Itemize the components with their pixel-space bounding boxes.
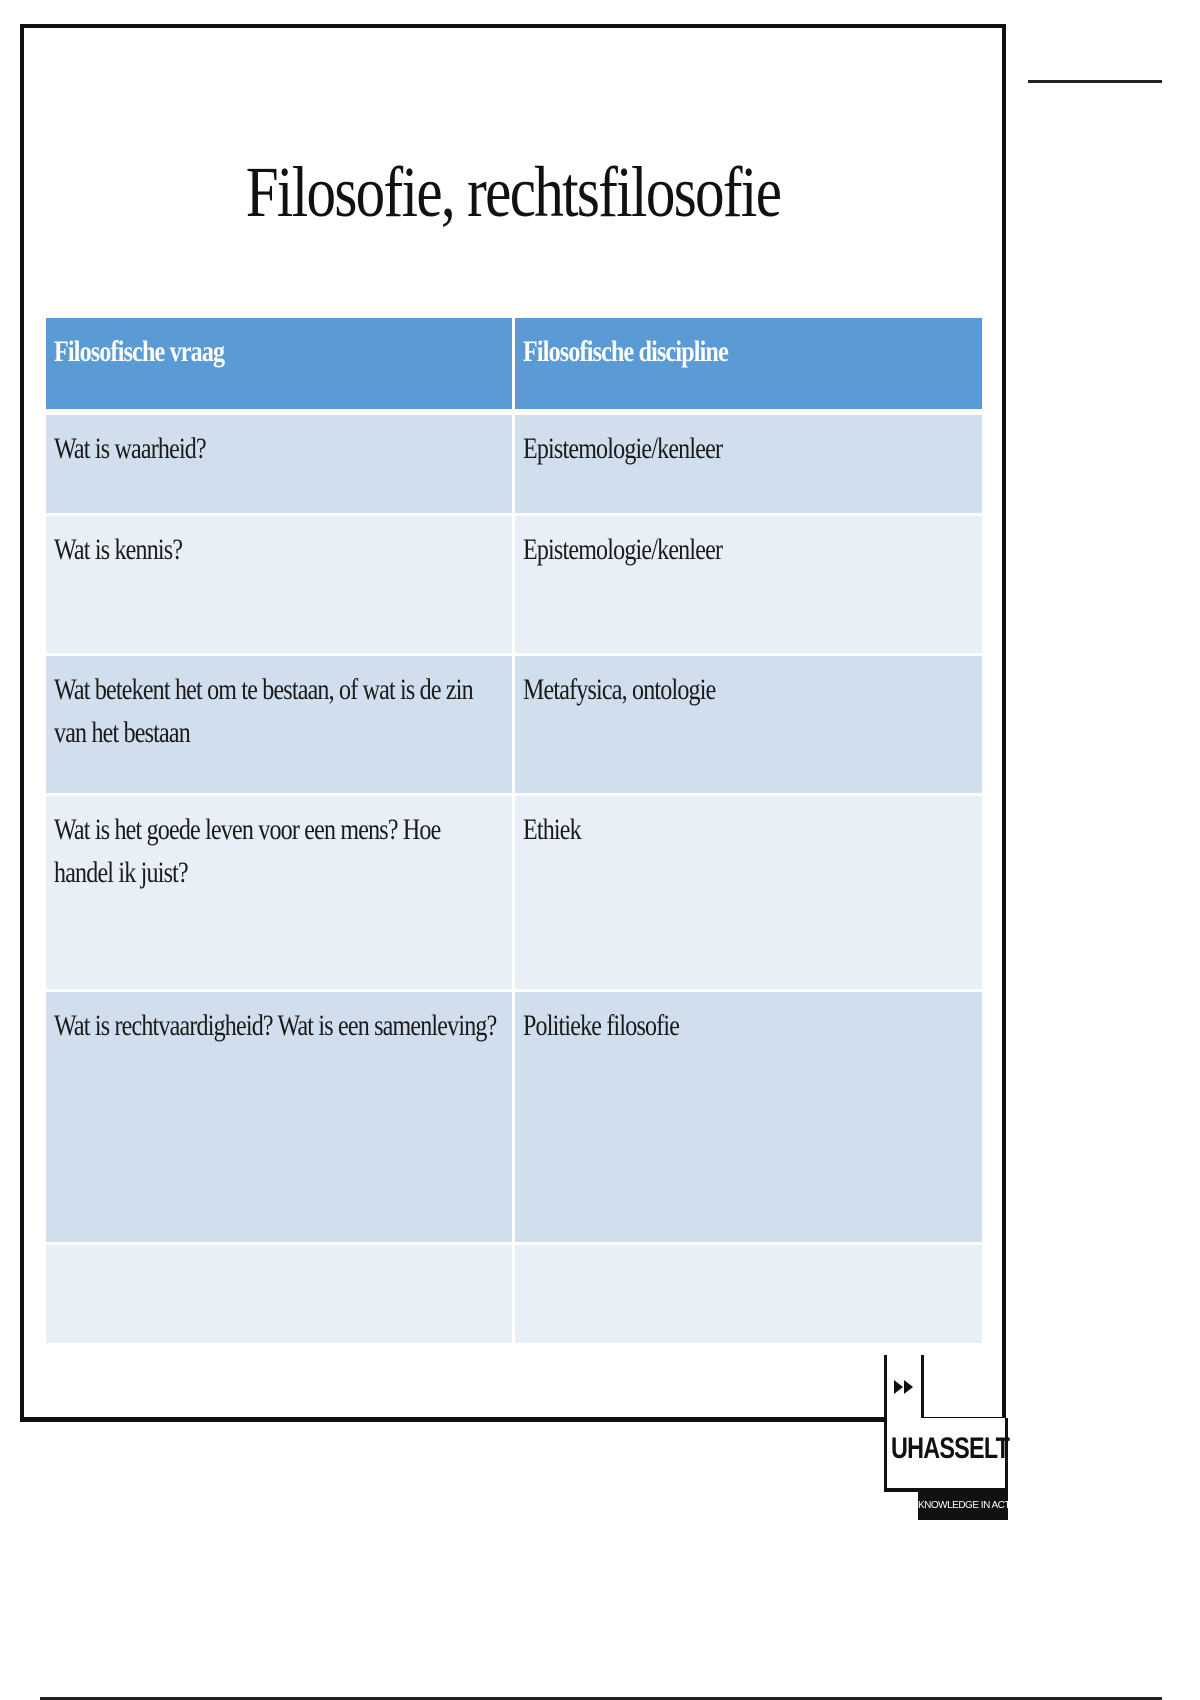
discipline-cell [515, 1245, 982, 1346]
discipline-cell: Metafysica, ontologie [515, 656, 982, 796]
table-row [46, 656, 982, 796]
discipline-cell: Epistemologie/kenleer [515, 516, 982, 656]
uhasselt-logo [884, 1418, 1008, 1492]
question-cell: Wat is waarheid? [46, 415, 515, 516]
next-slide-button[interactable] [884, 1355, 924, 1418]
logo-tagline: KNOWLEDGE IN ACTION [918, 1492, 1008, 1520]
question-cell [46, 1245, 515, 1346]
question-cell: Wat is het goede leven voor een mens? Hoe handel ik juist? [46, 796, 515, 992]
column-header-discipline: Filosofische discipline [515, 318, 982, 415]
table-row [46, 516, 982, 656]
question-cell: Wat is kennis? [46, 516, 515, 656]
table-row [46, 992, 982, 1245]
table-row [46, 415, 982, 516]
discipline-cell: Politieke filosofie [515, 992, 982, 1245]
column-header-question: Filosofische vraag [46, 318, 515, 415]
discipline-cell: Epistemologie/kenleer [515, 415, 982, 516]
philosophy-table [46, 318, 982, 1346]
fast-forward-icon [892, 1377, 916, 1397]
logo-name: UHASSELT [891, 1432, 1010, 1465]
discipline-cell: Ethiek [515, 796, 982, 992]
table-row [46, 796, 982, 992]
table-header-row [46, 318, 982, 415]
table-row [46, 1245, 982, 1346]
question-cell: Wat betekent het om te bestaan, of wat is de zin van het bestaan [46, 656, 515, 796]
slide-title: Filosofie, rechtsfilosofie [245, 152, 781, 232]
question-cell: Wat is rechtvaardigheid? Wat is een samenleving? [46, 992, 515, 1245]
top-right-rule [1028, 80, 1162, 83]
